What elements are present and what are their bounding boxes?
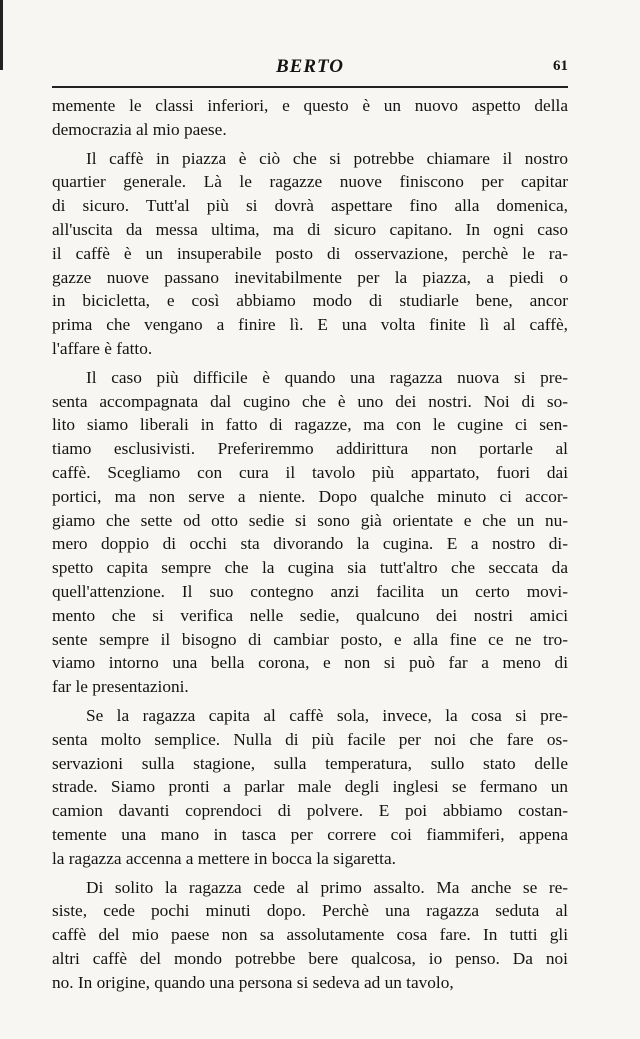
text-line: camion davanti coprendoci di polvere. E poi abbiamo costan- <box>52 801 568 821</box>
text-line: giamo che sette od otto sedie si sono già orientate e che un nu- <box>52 510 568 530</box>
body-text <box>52 94 568 994</box>
text-line: far le presentazioni. <box>52 677 189 697</box>
text-line: Il caso più difficile è quando una ragazza nuova si pre- <box>86 367 568 387</box>
text-line: sente sempre il bisogno di cambiar posto, e alla fine ce ne tro- <box>52 629 568 649</box>
text-line: Se la ragazza capita al caffè sola, invece, la cosa si pre- <box>86 705 568 725</box>
text-line: caffè. Scegliamo con cura il tavolo più appartato, fuori dai <box>52 462 568 482</box>
text-line: di sicuro. Tutt'al più si dovrà aspettare fino alla domenica, <box>52 196 568 216</box>
text-line: il caffè è un insuperabile posto di osservazione, perchè le ra- <box>52 243 568 263</box>
text-line: prima che vengano a finire lì. E una volta finite lì al caffè, <box>52 315 568 335</box>
text-line: tiamo esclusivisti. Preferiremmo addirittura non portarle al <box>52 439 568 459</box>
page-number: 61 <box>553 58 568 74</box>
page-header <box>52 52 568 82</box>
text-line: all'uscita da messa ultima, ma di sicuro capitano. In ogni caso <box>52 219 568 239</box>
text-line: lito siamo liberali in fatto di ragazze, ma con le cugine ci sen- <box>52 415 568 435</box>
text-line: strade. Siamo pronti a parlar male degli inglesi se fermano un <box>52 777 568 797</box>
header-rule <box>52 86 568 88</box>
text-line: gazze nuove passano inevitabilmente per la piazza, a piedi o <box>52 267 568 287</box>
text-line: Il caffè in piazza è ciò che si potrebbe chiamare il nostro <box>86 148 568 168</box>
text-line: altri caffè del mondo potrebbe bere qualcosa, io penso. Da noi <box>52 948 568 968</box>
text-line: spetto capita sempre che la cugina sia tutt'altro che seccata da <box>52 558 568 578</box>
paragraph <box>52 94 568 142</box>
paragraph <box>52 704 568 871</box>
text-line: portici, ma non serve a niente. Dopo qualche minuto ci accor- <box>52 486 568 506</box>
text-line: senta molto semplice. Nulla di più facile per noi che fare os- <box>52 729 568 749</box>
text-line: viamo intorno una bella corona, e non si può far a meno di <box>52 653 568 673</box>
paragraph <box>52 366 568 699</box>
paragraph <box>52 876 568 995</box>
text-line: Di solito la ragazza cede al primo assalto. Ma anche se re- <box>86 877 568 897</box>
text-line: l'affare è fatto. <box>52 338 153 358</box>
text-line: siste, cede pochi minuti dopo. Perchè una ragazza seduta al <box>52 901 568 921</box>
paragraph <box>52 147 568 361</box>
text-line: la ragazza accenna a mettere in bocca la sigaretta. <box>52 848 396 868</box>
text-line: mero doppio di occhi sta divorando la cugina. E a nostro di- <box>52 534 568 554</box>
text-line: temente una mano in tasca per correre coi fiammiferi, appena <box>52 824 568 844</box>
text-line: quartier generale. Là le ragazze nuove finiscono per capitar <box>52 172 568 192</box>
text-line: senta accompagnata dal cugino che è uno dei nostri. Noi di so- <box>52 391 568 411</box>
page-edge-mark <box>0 0 3 70</box>
text-line: no. In origine, quando una persona si sedeva ad un tavolo, <box>52 972 454 992</box>
text-line: quell'attenzione. Il suo contegno anzi facilita un certo movi- <box>52 581 568 601</box>
text-line: caffè del mio paese non sa assolutamente cosa fare. In tutti gli <box>52 925 568 945</box>
text-line: memente le classi inferiori, e questo è un nuovo aspetto della <box>52 96 568 115</box>
text-line: democrazia al mio paese. <box>52 119 227 139</box>
text-line: servazioni sulla stagione, sulla temperatura, sullo stato delle <box>52 753 568 773</box>
text-line: mento che si verifica nelle sedie, qualcuno dei nostri amici <box>52 605 568 625</box>
text-line: in bicicletta, e così abbiamo modo di studiarle bene, ancor <box>52 291 568 311</box>
running-title: BERTO <box>275 56 344 77</box>
